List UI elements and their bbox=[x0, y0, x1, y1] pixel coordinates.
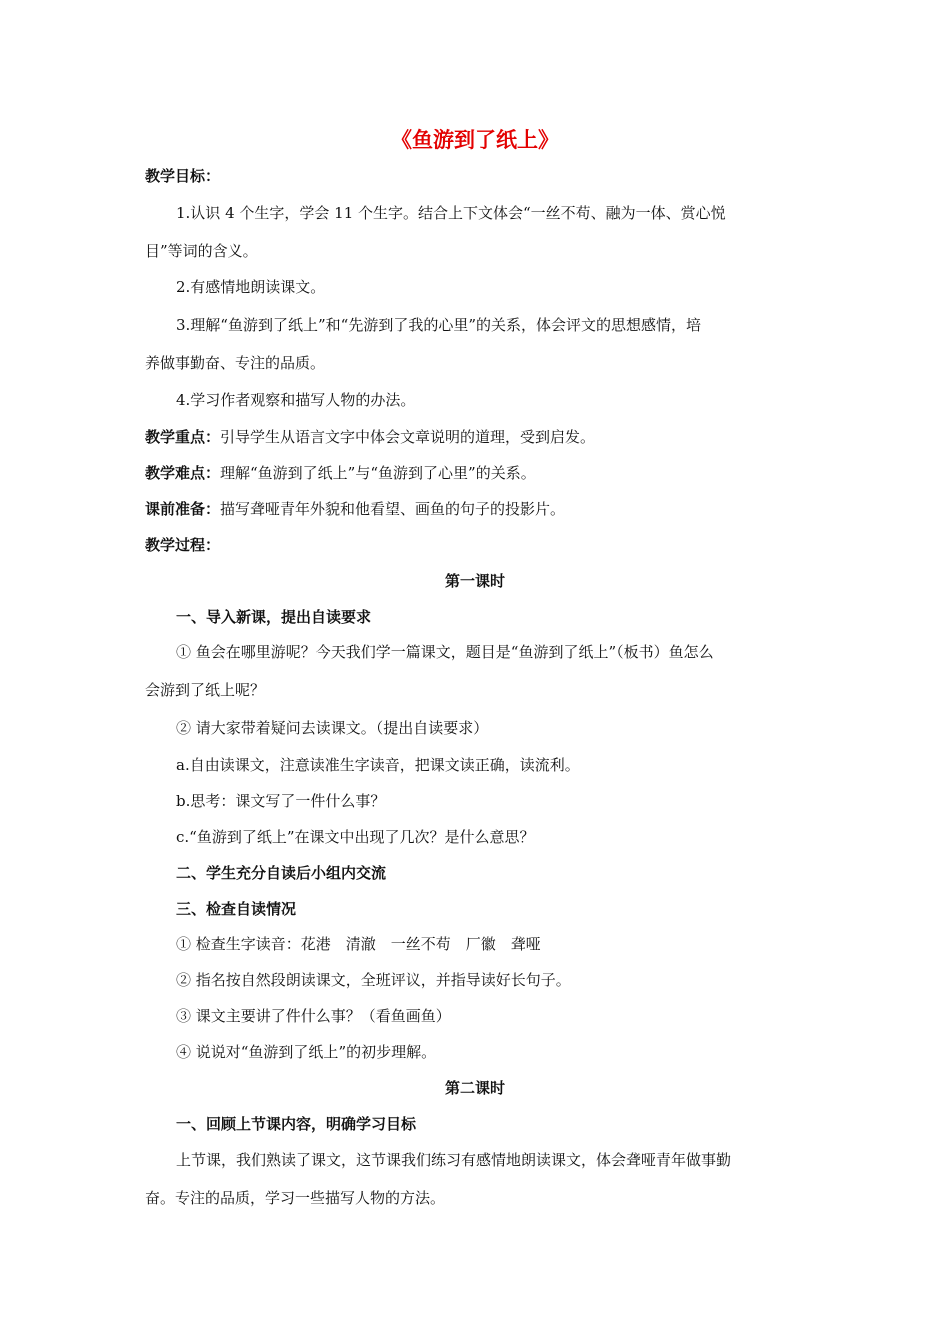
lesson2-heading: 第二课时 bbox=[444, 1079, 505, 1097]
difficulty-label: 教学难点： bbox=[145, 464, 221, 482]
lesson1-line: ① 检查生字读音：花港 清澈 一丝不苟 厂徽 聋哑 bbox=[176, 935, 541, 953]
lesson1-section3-heading: 三、检查自读情况 bbox=[176, 900, 297, 918]
process-heading: 教学过程： bbox=[145, 536, 221, 554]
lesson2-line: 奋。专注的品质，学习一些描写人物的方法。 bbox=[145, 1189, 446, 1207]
lesson1-section2-heading: 二、学生充分自读后小组内交流 bbox=[176, 864, 387, 882]
lesson1-heading: 第一课时 bbox=[444, 572, 505, 590]
preparation-text: 描写聋哑青年外貌和他看望、画鱼的句子的投影片。 bbox=[220, 500, 566, 518]
lesson1-line: ② 指名按自然段朗读课文，全班评议，并指导读好长句子。 bbox=[176, 971, 571, 989]
objectives-heading: 教学目标： bbox=[145, 167, 221, 185]
objective-line: 2.有感情地朗读课文。 bbox=[176, 278, 326, 296]
document-title: 《鱼游到了纸上》 bbox=[391, 128, 559, 152]
key-point-text: 引导学生从语言文字中体会文章说明的道理，受到启发。 bbox=[220, 428, 596, 446]
lesson1-line: b.思考：课文写了一件什么事？ bbox=[176, 792, 386, 810]
objective-line: 1.认识 4 个生字，学会 11 个生字。结合上下文体会“一丝不苟、融为一体、赏心悦 bbox=[176, 204, 726, 222]
lesson1-line: 会游到了纸上呢？ bbox=[145, 681, 266, 699]
lesson1-line: ③ 课文主要讲了件什么事？（看鱼画鱼） bbox=[176, 1007, 451, 1025]
key-point-label: 教学重点： bbox=[145, 428, 221, 446]
lesson1-section1-heading: 一、导入新课，提出自读要求 bbox=[176, 608, 372, 626]
objective-line: 目”等词的含义。 bbox=[145, 242, 258, 260]
difficulty bbox=[145, 462, 825, 483]
lesson1-line: c.“鱼游到了纸上”在课文中出现了几次？是什么意思？ bbox=[176, 828, 535, 846]
key-point bbox=[145, 426, 825, 447]
lesson1-line: a.自由读课文，注意读准生字读音，把课文读正确，读流利。 bbox=[176, 756, 580, 774]
objective-line: 3.理解“鱼游到了纸上”和“先游到了我的心里”的关系，体会评文的思想感情，培 bbox=[176, 316, 701, 334]
lesson2-section1-heading: 一、回顾上节课内容，明确学习目标 bbox=[176, 1115, 417, 1133]
objective-line: 4.学习作者观察和描写人物的办法。 bbox=[176, 391, 416, 409]
lesson2-line: 上节课，我们熟读了课文，这节课我们练习有感情地朗读课文，体会聋哑青年做事勤 bbox=[176, 1151, 732, 1169]
objective-line: 养做事勤奋、专注的品质。 bbox=[145, 354, 326, 372]
lesson1-line: ④ 说说对“鱼游到了纸上”的初步理解。 bbox=[176, 1043, 437, 1061]
preparation-label: 课前准备： bbox=[145, 500, 221, 518]
lesson1-line: ② 请大家带着疑问去读课文。（提出自读要求） bbox=[176, 719, 489, 737]
lesson1-line: ① 鱼会在哪里游呢？今天我们学一篇课文，题目是“鱼游到了纸上”（板书）鱼怎么 bbox=[176, 643, 714, 661]
difficulty-text: 理解“鱼游到了纸上”与“鱼游到了心里”的关系。 bbox=[220, 464, 536, 482]
preparation bbox=[145, 498, 825, 519]
